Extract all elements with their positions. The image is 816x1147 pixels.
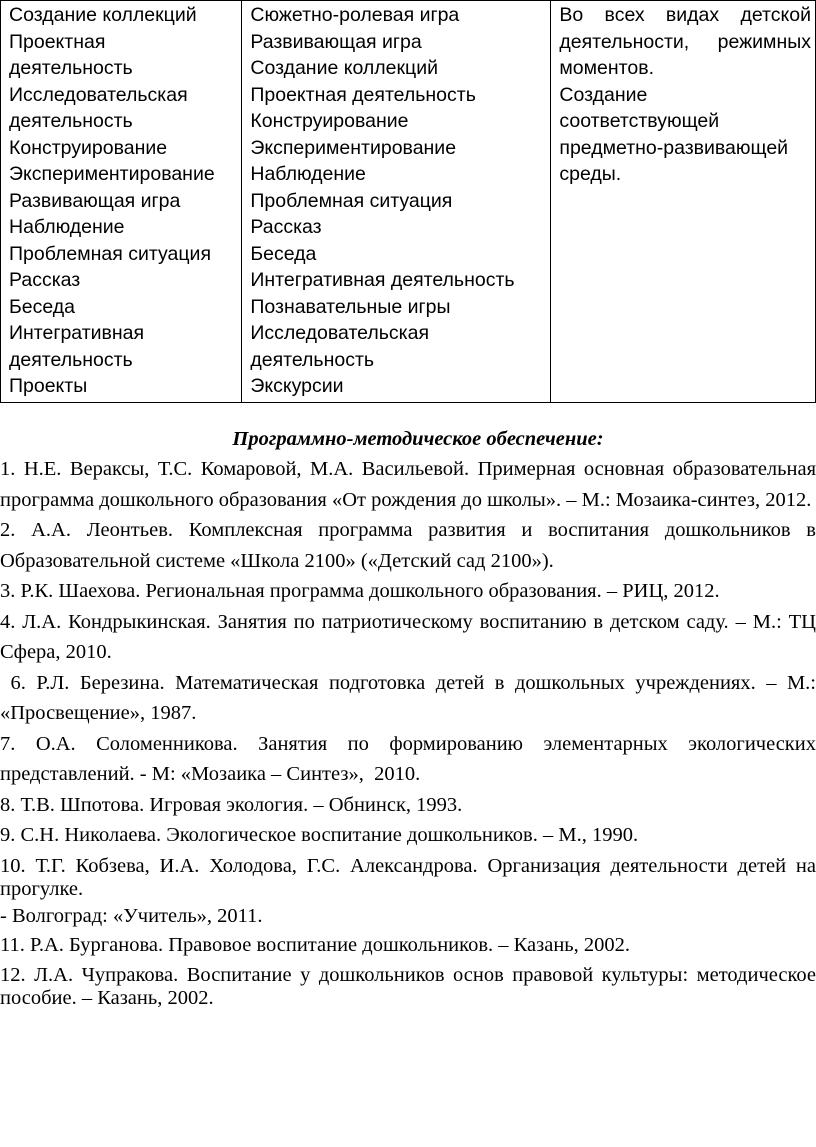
column-activities-cell (242, 1, 551, 403)
list-item: Проблемная ситуация (9, 242, 212, 265)
list-item: Экспериментирование (9, 163, 215, 185)
list-item: Наблюдение (9, 216, 125, 238)
list-item: деятельность (9, 110, 133, 132)
list-item: Рассказ (9, 269, 81, 291)
list-item: Развивающая игра (250, 30, 422, 53)
list-item: Экскурсии (250, 375, 344, 397)
reference-item: 6. Р.Л. Березина. Математическая подготовка детей в дошкольных учреждениях. – М.: «Просвещение», 1987. (0, 671, 816, 724)
context-paragraph: Во всех видах детской деятельности, режимных моментов. (559, 4, 811, 79)
references-section (0, 424, 816, 1010)
reference-item: 3. Р.К. Шаехова. Региональная программа дошкольного образования. – РИЦ, 2012. (0, 580, 720, 602)
table-row (1, 1, 816, 403)
list-item: Конструирование (9, 136, 168, 159)
list-item: Беседа (250, 242, 317, 265)
column-forms-cell (1, 1, 242, 403)
reference-item: 12. Л.А. Чупракова. Воспитание у дошкольников основ правовой культуры: методическое пособие. – Казань, 2002. (0, 964, 816, 1009)
list-item: Беседа (9, 295, 76, 318)
list-item: деятельность (9, 348, 133, 371)
references-title: Программно-методическое обеспечение: (232, 428, 604, 450)
reference-item: - Волгоград: «Учитель», 2011. (0, 904, 263, 927)
list-item: Сюжетно-ролевая игра (250, 4, 460, 26)
methods-table (0, 0, 816, 403)
list-item: Наблюдение (250, 163, 366, 185)
list-item: Конструирование (250, 110, 409, 132)
list-item: Проекты (9, 375, 88, 397)
list-item: деятельность (9, 57, 133, 79)
list-item: Исследовательская (9, 83, 188, 106)
reference-item: 7. О.А. Соломенникова. Занятия по формированию элементарных экологических представлений. - М: «Мозаика – Синтез», 2010. (0, 732, 816, 785)
context-paragraph: Создание соответствующей предметно-развивающей среды. (559, 83, 789, 185)
list-item: Создание коллекций (250, 57, 438, 79)
reference-item: 1. Н.Е. Вераксы, Т.С. Комаровой, М.А. Васильевой. Примерная основная образовательная программа дошкольного образования «От рождения до школы». – М.: Мозаика-синтез, 2012. (0, 458, 816, 511)
column-context-cell (551, 1, 816, 403)
reference-item: 2. А.А. Леонтьев. Комплексная программа развития и воспитания дошкольников в Образовательной системе «Школа 2100» («Детский сад 2100»). (0, 519, 816, 572)
list-item: Экспериментирование (250, 136, 457, 159)
list-item: Проектная деятельность (250, 83, 476, 106)
reference-item: 8. Т.В. Шпотова. Игровая экология. – Обнинск, 1993. (0, 793, 463, 816)
list-item: Познавательные игры (250, 295, 451, 318)
reference-item: 4. Л.А. Кондрыкинская. Занятия по патриотическому воспитанию в детском саду. – М.: ТЦ Сфера, 2010. (0, 610, 816, 663)
reference-item: 10. Т.Г. Кобзева, И.А. Холодова, Г.С. Александрова. Организация деятельности детей на прогулке. (0, 854, 816, 900)
list-item: Проблемная ситуация (250, 189, 453, 212)
list-item: Развивающая игра (9, 189, 181, 212)
list-item: Исследовательская (250, 322, 430, 344)
list-item: деятельность (250, 348, 375, 371)
list-item: Проектная (9, 30, 106, 53)
list-item: Интегративная (9, 322, 145, 344)
reference-item: 11. Р.А. Бурганова. Правовое воспитание дошкольников. – Казань, 2002. (0, 933, 631, 956)
list-item: Создание коллекций (9, 4, 197, 26)
reference-item: 9. С.Н. Николаева. Экологическое воспитание дошкольников. – М., 1990. (0, 824, 639, 846)
list-item: Интегративная деятельность (250, 269, 515, 291)
list-item: Рассказ (250, 216, 322, 238)
